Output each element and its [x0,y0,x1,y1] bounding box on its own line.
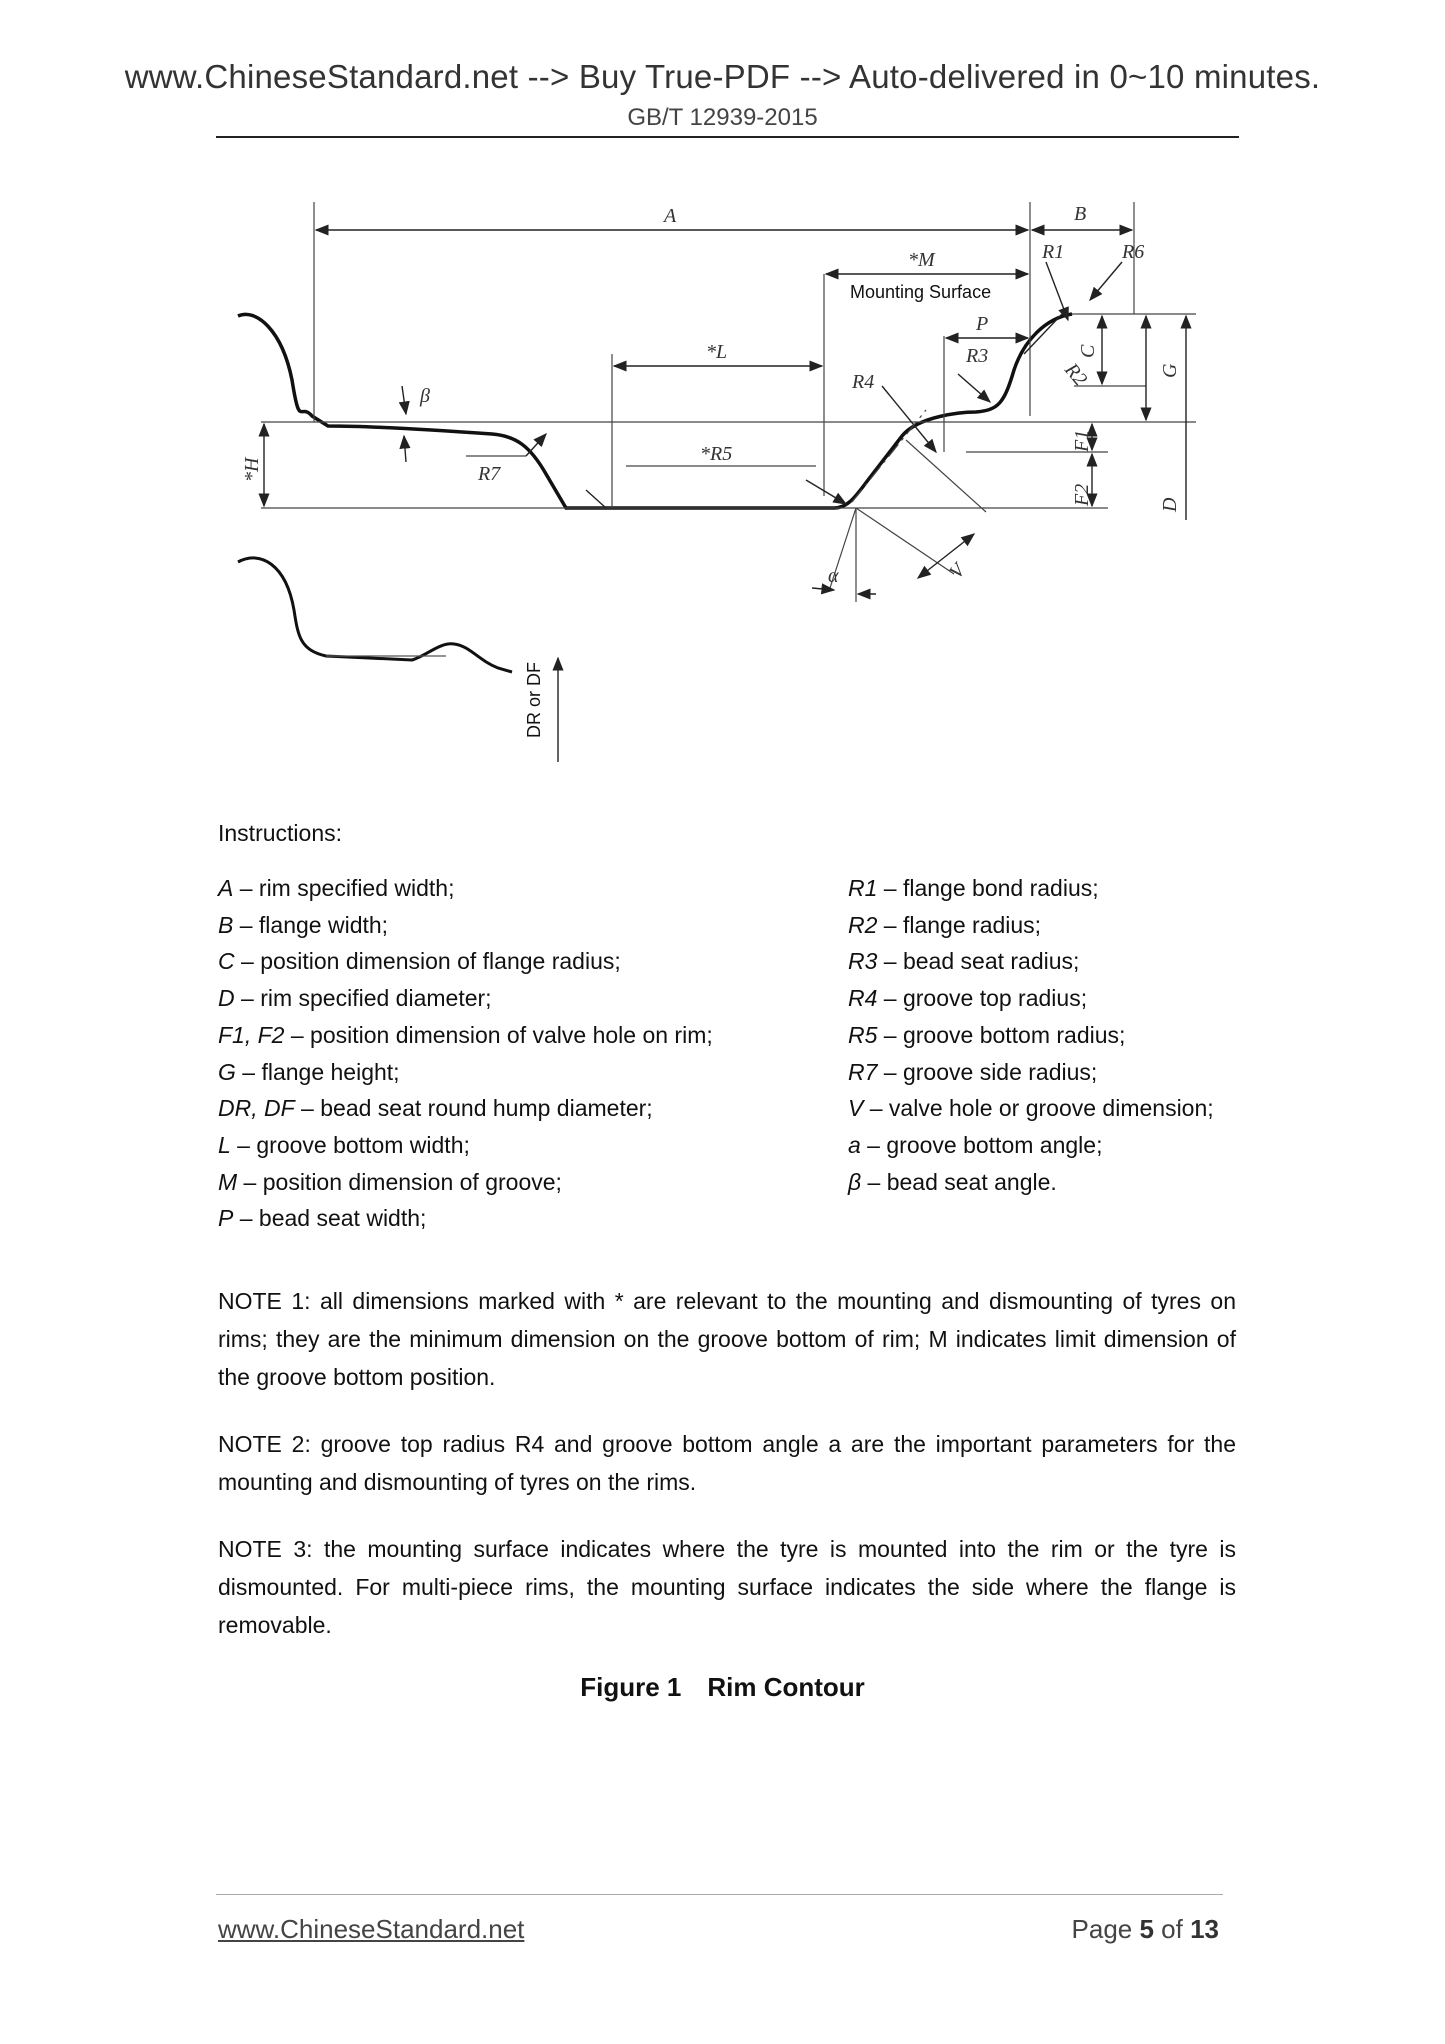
legend-item: A – rim specified width; [218,875,455,901]
note-1: NOTE 1: all dimensions marked with * are relevant to the mounting and dismounting of tyres on rims; they are the minimum dimension on the groove bottom of rim; M indicates limit dimension of the groove bottom position. [218,1288,1236,1390]
dim-label-c: C [1077,344,1099,358]
radius-label-r6: R6 [1122,241,1145,263]
radius-label-r5: *R5 [700,443,733,465]
legend-item: B – flange width; [218,911,389,938]
legend-item: G – flange height; [218,1058,400,1085]
instructions-title: Instructions: [218,820,342,846]
dim-label-p: P [976,313,989,335]
dim-label-f1: F1 [1071,429,1093,452]
figure-title: Rim Contour [707,1672,865,1702]
dim-label-b: B [1074,203,1087,225]
legend-item: P – bead seat width; [218,1205,427,1232]
mounting-surface-label: Mounting Surface [850,282,992,302]
legend-item: R5 – groove bottom radius; [848,1021,1126,1048]
dim-label-a: A [664,205,677,227]
note-2: NOTE 2: groove top radius R4 and groove bottom angle a are the important parameters for the mounting and dismounting of tyres on the rims. [218,1431,1236,1495]
dim-label-d: D [1159,497,1181,512]
dim-label-l: *L [706,341,728,363]
legend-item: C – position dimension of flange radius; [218,948,621,975]
legend-item: R7 – groove side radius; [848,1058,1098,1085]
dim-label-m: *M [908,249,935,271]
dim-label-g: G [1159,363,1181,378]
legend-item: M – position dimension of groove; [218,1168,562,1195]
angle-label-alpha: α [828,565,839,587]
legend-item: a – groove bottom angle; [848,1131,1103,1158]
dim-label-dr-df: DR or DF [524,662,544,738]
figure-caption [0,1672,1445,1703]
legend-item: R3 – bead seat radius; [848,948,1080,975]
radius-label-r3: R3 [966,345,989,367]
radius-label-r7: R7 [478,463,501,485]
dim-label-f2: F2 [1071,483,1093,506]
page-number: Page 5 of 13 [1071,1914,1219,1944]
legend-item: R2 – flange radius; [848,911,1042,938]
note-3: NOTE 3: the mounting surface indicates where the tyre is mounted into the rim or the tyre is dismounted. For multi-piece rims, the mounting surface indicates the side where the flange is removable. [218,1536,1236,1638]
footer-site-link[interactable]: www.ChineseStandard.net [218,1914,525,1944]
legend-item: V – valve hole or groove dimension; [848,1095,1214,1122]
legend-item: β – bead seat angle. [848,1168,1057,1195]
legend-item: D – rim specified diameter; [218,985,492,1012]
angle-label-beta: β [420,385,430,407]
rim-profile-lower [238,558,512,672]
rim-profile [238,314,1072,508]
header-divider [216,136,1239,138]
radius-label-r1: R1 [1042,241,1065,263]
legend-item: L – groove bottom width; [218,1131,470,1158]
figure-number: Figure 1 [580,1672,682,1702]
legend-left-column [218,870,713,1237]
radius-label-r4: R4 [852,371,875,393]
rim-contour-figure [216,190,1236,770]
legend-item: DR, DF – bead seat round hump diameter; [218,1095,653,1122]
dim-label-v: V [944,559,970,584]
legend-item: R4 – groove top radius; [848,985,1088,1012]
footer-divider [216,1894,1223,1895]
dim-label-h: *H [241,457,263,482]
legend-item: R1 – flange bond radius; [848,875,1099,901]
legend-item: F1, F2 – position dimension of valve hole on rim; [218,1021,713,1048]
header-banner: www.ChineseStandard.net --> Buy True-PDF --> Auto-delivered in 0~10 minutes. [124,58,1321,95]
standard-code: GB/T 12939-2015 [627,104,818,131]
legend-right-column [848,870,1214,1200]
radius-label-r2: R2 [1060,359,1092,391]
